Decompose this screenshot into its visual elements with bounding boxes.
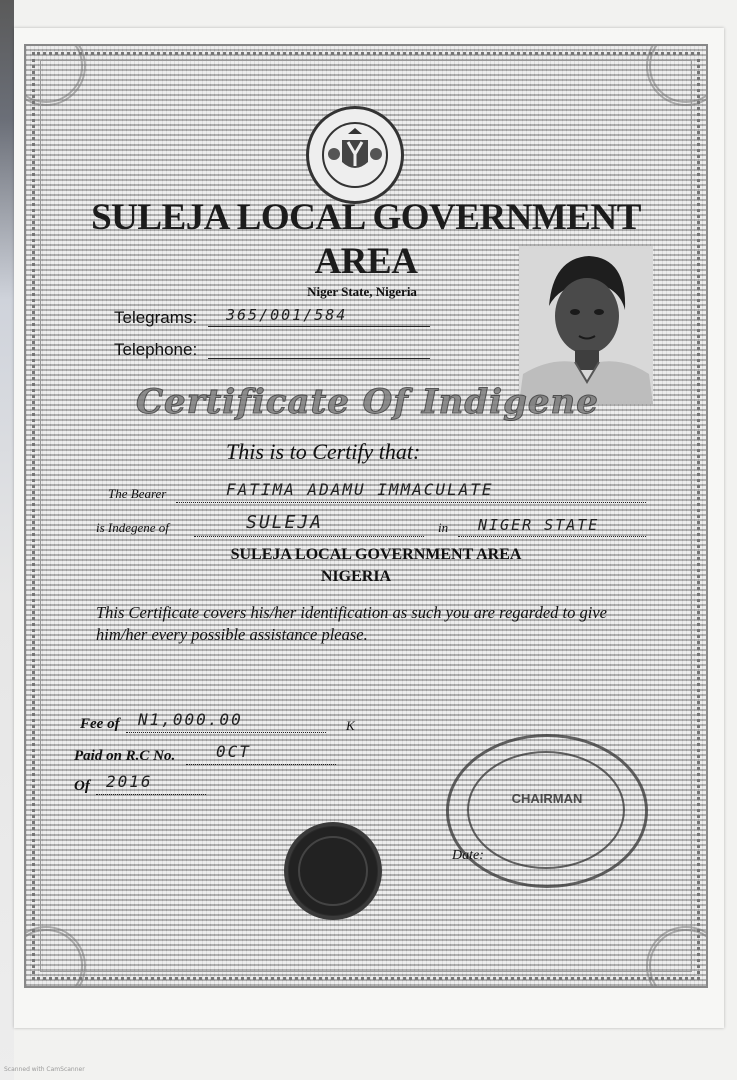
title-line-2: AREA <box>314 241 418 282</box>
paid-line <box>186 764 336 765</box>
fee-line <box>126 732 326 733</box>
certificate <box>24 44 708 988</box>
corner-ornament <box>646 926 708 988</box>
coverage-text: This Certificate covers his/her identification as such you are regarded to give him/her every possible assistance please. <box>96 603 607 644</box>
document-subtitle: Niger State, Nigeria <box>307 284 417 299</box>
corner-ornament <box>646 44 708 106</box>
fee-suffix: K <box>346 718 355 733</box>
stamp-inner-ring <box>467 751 625 869</box>
state-line <box>458 536 646 537</box>
official-stamp <box>446 734 648 888</box>
title-line-1: SULEJA LOCAL GOVERNMENT <box>91 197 641 238</box>
telephone-label: Telephone: <box>114 340 198 359</box>
country-name: NIGERIA <box>320 568 392 585</box>
of-line <box>96 794 206 795</box>
telegrams-label: Telegrams: <box>114 308 198 327</box>
certify-line: This is to Certify that: <box>226 439 421 464</box>
telegrams-line <box>208 326 430 327</box>
bearer-label: The Bearer <box>108 486 167 501</box>
bearer-name: FATIMA ADAMU IMMACULATE <box>226 480 494 499</box>
of-label: Of <box>74 778 90 794</box>
coat-of-arms-icon <box>306 106 404 204</box>
indigene-label: is Indegene of <box>96 520 169 535</box>
lga-name: SULEJA LOCAL GOVERNMENT AREA <box>230 546 522 563</box>
corner-ornament <box>24 44 86 106</box>
embossed-seal-icon <box>288 826 378 916</box>
indigene-place: SULEJA <box>246 512 324 533</box>
telegrams-value: 365/001/584 <box>226 306 348 324</box>
bearer-line <box>176 502 646 503</box>
bearer-photo <box>519 246 653 404</box>
of-value: 2016 <box>106 772 153 791</box>
fee-value: N1,000.00 <box>138 710 243 729</box>
paid-label: Paid on R.C No. <box>74 748 176 764</box>
telephone-line <box>208 358 430 359</box>
indigene-line <box>194 536 424 537</box>
in-label: in <box>438 520 449 535</box>
document-title <box>26 196 706 284</box>
scanner-badge: Scanned with CamScanner <box>4 1066 85 1073</box>
stamp-text: CHAIRMAN <box>511 791 583 806</box>
paid-value: 0CT <box>216 742 251 761</box>
fee-label: Fee of <box>80 716 120 732</box>
date-label: Date: <box>452 848 484 863</box>
certificate-heading: Certificate Of Indigene <box>136 382 599 422</box>
corner-ornament <box>24 926 86 988</box>
scan-edge <box>0 0 14 1080</box>
state-value: NIGER STATE <box>478 516 600 534</box>
